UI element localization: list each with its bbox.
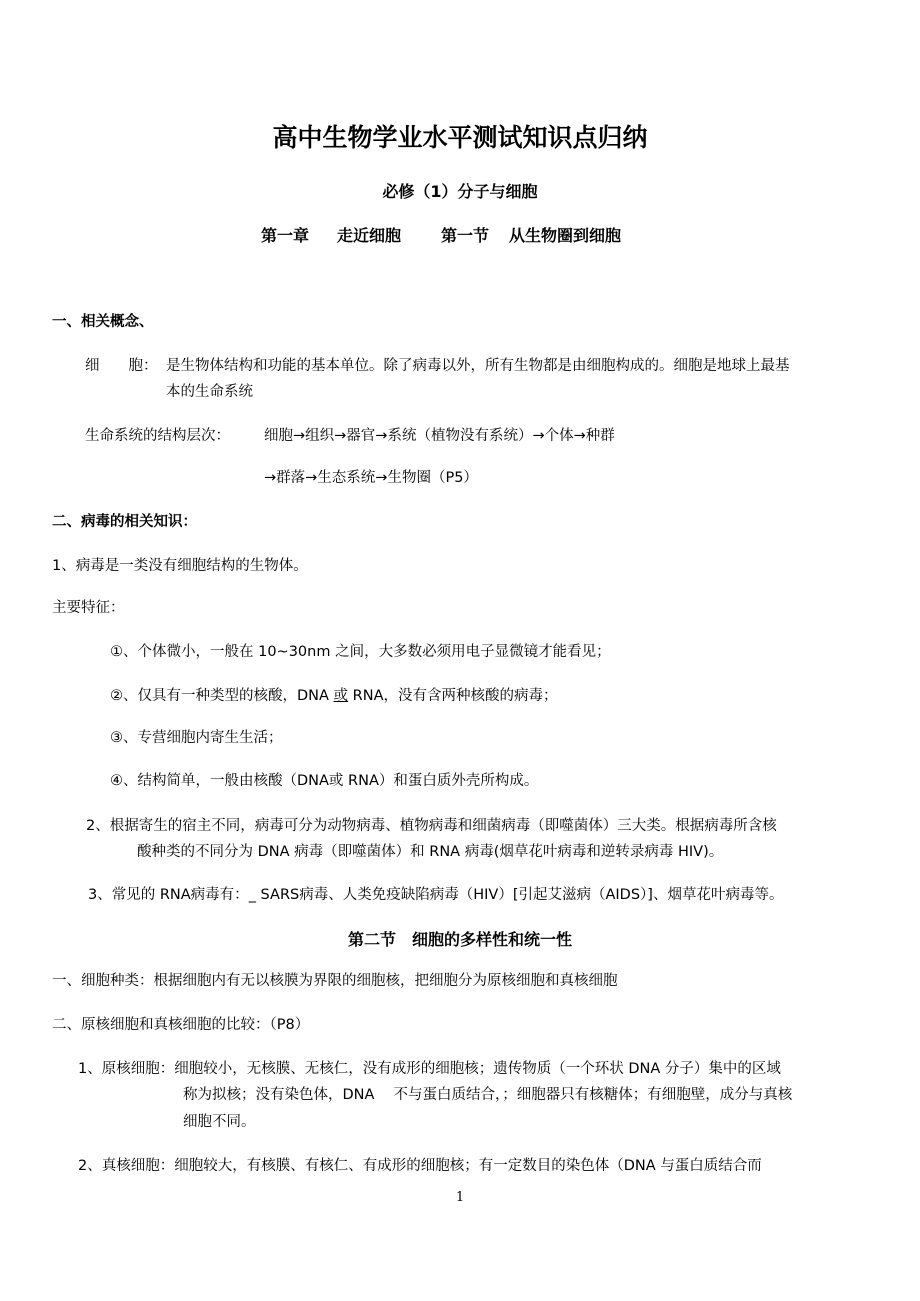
features-heading: 主要特征： (52, 600, 125, 616)
cell-definition-line2: 本的生命系统 (166, 384, 253, 400)
prokaryote-line2: 称为拟核；没有染色体，DNA 不与蛋白质结合，；细胞器只有核糖体；有细胞壁，成分与真核 (183, 1087, 793, 1103)
prokaryote-line3: 细胞不同。 (183, 1114, 256, 1130)
p3-suffix: SARS病毒、人类免疫缺陷病毒（HIV）[引起艾滋病（AIDS）]、烟草花叶病毒等。 (255, 887, 784, 903)
feature2-prefix: ②、仅具有一种类型的核酸，DNA (110, 688, 334, 704)
cell-types-heading: 一、细胞种类：根据细胞内有无以核膜为界限的细胞核，把细胞分为原核细胞和真核细胞 (52, 973, 618, 989)
feature2-suffix: RNA，没有含两种核酸的病毒； (348, 688, 558, 704)
virus-paragraph-2-line1: 2、根据寄生的宿主不同，病毒可分为动物病毒、植物病毒和细菌病毒（即噬菌体）三大类。根据病毒所含核 (86, 818, 777, 834)
levels-line2: →群落→生态系统→生物圈（P5） (264, 470, 478, 486)
p3-blank: _ (248, 887, 256, 903)
virus-paragraph-1: 1、病毒是一类没有细胞结构的生物体。 (52, 558, 308, 574)
section1-heading: 一、相关概念、 (52, 314, 154, 330)
feature-item (110, 686, 558, 706)
document-title: 高中生物学业水平测试知识点归纳 (272, 123, 648, 152)
cell-term: 细 胞： (85, 358, 158, 374)
p3-prefix: 3、常见的 RNA病毒有： (88, 887, 249, 903)
cell-definition-line1: 是生物体结构和功能的基本单位。除了病毒以外，所有生物都是由细胞构成的。细胞是地球上最基 (166, 358, 790, 374)
virus-paragraph-2-line2: 酸种类的不同分为 DNA 病毒（即噬菌体）和 RNA 病毒(烟草花叶病毒和逆转录病毒 HIV)。 (137, 844, 724, 860)
eukaryote-line1: 2、真核细胞：细胞较大，有核膜、有核仁、有成形的细胞核；有一定数目的染色体（DNA 与蛋白质结合而 (78, 1158, 762, 1174)
section-2-title: 第二节 细胞的多样性和统一性 (347, 930, 572, 949)
levels-line1: 细胞→组织→器官→系统（植物没有系统）→个体→种群 (264, 428, 615, 444)
feature2-or: 或 (333, 688, 349, 704)
levels-term: 生命系统的结构层次： (85, 428, 230, 444)
section-name: 从生物圈到细胞 (509, 226, 622, 245)
virus-paragraph-3 (88, 885, 783, 905)
prokaryote-line1: 1、原核细胞：细胞较小，无核膜、无核仁，没有成形的细胞核；遗传物质（一个环状 DNA 分子）集中的区域 (78, 1061, 781, 1077)
feature-item: ①、个体微小，一般在 10~30nm 之间，大多数必须用电子显微镜才能看见； (110, 644, 611, 660)
page-number: 1 (455, 1190, 465, 1205)
module-title: 必修（1）分子与细胞 (382, 182, 538, 201)
section2-heading: 二、病毒的相关知识： (52, 514, 197, 530)
chapter-name: 走近细胞 (337, 226, 402, 245)
chapter-label: 第一章 (261, 226, 310, 245)
comparison-heading: 二、原核细胞和真核细胞的比较：（P8） (52, 1017, 310, 1033)
feature-item: ③、专营细胞内寄生生活； (110, 730, 283, 746)
feature-item: ④、结构简单，一般由核酸（DNA或 RNA）和蛋白质外壳所构成。 (110, 773, 539, 789)
chapter-heading (261, 224, 649, 248)
section-label: 第一节 (441, 226, 490, 245)
